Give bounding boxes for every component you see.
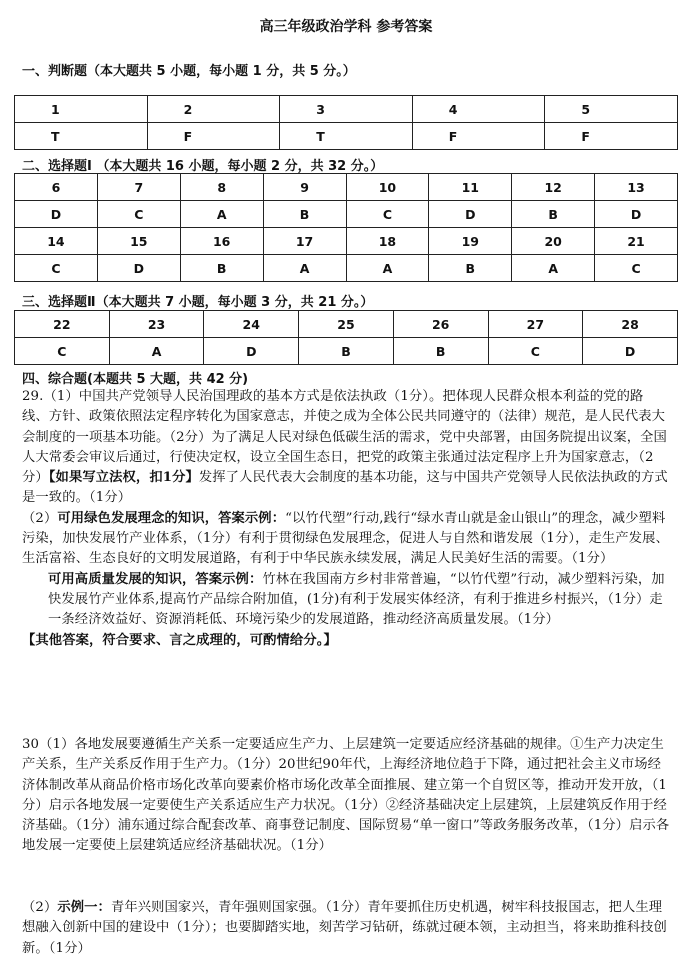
q30-part2-bold: 示例一：: [57, 900, 111, 915]
q29-part3-bold: 可用高质量发展的知识，答案示例：: [48, 571, 263, 587]
answer-cell: D: [595, 201, 678, 228]
answer-cell: F: [412, 123, 545, 150]
q30-part2-lead: （2）: [22, 900, 58, 915]
question-number: 11: [429, 174, 512, 201]
question-number: 28: [583, 311, 678, 338]
table-row: [15, 174, 678, 201]
answer-cell: C: [346, 201, 429, 228]
q29-part3-text: 竹林在我国南方乡村非常普遍，“以竹代塑”行动，减少塑料污染，加快发展竹产业体系,提高竹产品综合附加值，(1分)有利于发展实体经济，有利于推进乡村振兴，（1分）走一条经济效益好、资源消耗低、环境污染少的发展道路，推动经济高质量发展。（1分）: [48, 571, 665, 628]
q29-part2-text: “以竹代塑”行动,践行“绿水青山就是金山银山”的理念，减少塑料污染，加快发展竹产业体系，（1分）有利于贯彻绿色发展理念，促进人与自然和谐发展（1分），走生产发展、生活富裕、生态良好的文明发展道路，有利于中华民族永续发展，满足人民美好生活的需要。（1分）: [22, 510, 669, 567]
question-number: 23: [109, 311, 204, 338]
q29-part1-end: 发挥了人民代表大会制度的基本功能，这与中国共产党领导人民依法执政的方式是一致的。（1分）: [22, 470, 668, 506]
q29-answer-block: [22, 387, 670, 651]
answer-cell: C: [97, 201, 180, 228]
q29-part2-lead: （2）: [22, 510, 58, 526]
q29-part1-text: 29.（1）中国共产党领导人民治国理政的基本方式是依法执政（1分）。把体现人民群众根本利益的党的路线、方针、政策依照法定程序转化为国家意志，并使之成为全体公民共同遵守的（法律）规范，是人民代表大会制度的一项基本功能。（2分）为了满足人民对绿色低碳生活的需求，党中央部署，由国务院提出议案，全国人大常委会审议后通过，行使决定权，设立全国生态日，把党的政策主张通过法定程序上升为国家意志，（2分）: [22, 389, 667, 486]
section2-heading: 二、选择题Ⅰ （本大题共 16 小题，每小题 2 分，共 32 分。）: [22, 159, 384, 174]
question-number: 26: [393, 311, 488, 338]
table-row: [15, 311, 678, 338]
answer-cell: T: [280, 123, 413, 150]
table-row: [15, 96, 678, 123]
section3-heading: 三、选择题Ⅱ（本大题共 7 小题，每小题 3 分，共 21 分。）: [22, 295, 374, 310]
answer-cell: B: [429, 255, 512, 282]
answer-cell: B: [180, 255, 263, 282]
question-number: 3: [280, 96, 413, 123]
page-title: 高三年级政治学科 参考答案: [259, 19, 433, 35]
q29-part2: [22, 509, 670, 570]
answer-cell: C: [488, 338, 583, 365]
q29-part1: [22, 387, 670, 509]
q30-part1: 30（1）各地发展要遵循生产关系一定要适应生产力、上层建筑一定要适应经济基础的规律。①生产力决定生产关系，生产关系反作用于生产力。（1分）20世纪90年代，上海经济地位趋于下降，通过把社会主义市场经济体制改革从商品价格市场化改革向要素价格市场化改革全面推展、建立第一个自贸区等，推动开发开放，（1分）启示各地发展一定要使生产关系适应生产力状况。（1分）②经济基础决定上层建筑，上层建筑反作用于经济基础。（1分）浦东通过综合配套改革、商事登记制度、国际贸易“单一窗口”等政务服务改革，（1分）启示各地发展一定要使上层建筑适应经济基础状况。（1分）: [22, 737, 670, 854]
answer-cell: C: [15, 338, 110, 365]
question-number: 15: [97, 228, 180, 255]
question-number: 25: [299, 311, 394, 338]
q29-part1-note: 【如果写立法权，扣1分】: [48, 470, 199, 486]
answer-cell: D: [429, 201, 512, 228]
question-number: 2: [147, 96, 280, 123]
answer-cell: A: [263, 255, 346, 282]
question-number: 13: [595, 174, 678, 201]
table-row: [15, 338, 678, 365]
answer-cell: F: [545, 123, 678, 150]
section1-heading: 一、判断题（本大题共 5 小题，每小题 1 分，共 5 分。）: [22, 64, 356, 79]
answer-cell: A: [180, 201, 263, 228]
q30-part2: [22, 898, 670, 959]
section1-answer-table: [14, 95, 678, 150]
question-number: 27: [488, 311, 583, 338]
answer-cell: A: [109, 338, 204, 365]
question-number: 20: [512, 228, 595, 255]
answer-cell: A: [512, 255, 595, 282]
answer-cell: B: [263, 201, 346, 228]
table-row: [15, 123, 678, 150]
q30-answer-block: [22, 735, 670, 857]
answer-cell: B: [512, 201, 595, 228]
answer-cell: A: [346, 255, 429, 282]
question-number: 16: [180, 228, 263, 255]
question-number: 8: [180, 174, 263, 201]
answer-cell: D: [15, 201, 98, 228]
question-number: 19: [429, 228, 512, 255]
section2-answer-table: [14, 173, 678, 282]
question-number: 18: [346, 228, 429, 255]
answer-cell: B: [299, 338, 394, 365]
q29-part3: [22, 570, 670, 631]
question-number: 4: [412, 96, 545, 123]
answer-cell: C: [15, 255, 98, 282]
answer-cell: T: [15, 123, 148, 150]
question-number: 10: [346, 174, 429, 201]
question-number: 17: [263, 228, 346, 255]
question-number: 21: [595, 228, 678, 255]
answer-cell: D: [204, 338, 299, 365]
question-number: 5: [545, 96, 678, 123]
answer-cell: F: [147, 123, 280, 150]
section3-answer-table: [14, 310, 678, 365]
question-number: 22: [15, 311, 110, 338]
section4-heading: 四、综合题(本题共 5 大题，共 42 分): [22, 372, 249, 387]
answer-cell: C: [595, 255, 678, 282]
q29-other-note: 【其他答案，符合要求、言之成理的，可酌情给分。】: [22, 632, 337, 648]
answer-cell: D: [583, 338, 678, 365]
table-row: [15, 201, 678, 228]
answer-cell: B: [393, 338, 488, 365]
q30-part2-text: 青年兴则国家兴，青年强则国家强。（1分）青年要抓住历史机遇，树牢科技报国志，把人生理想融入创新中国的建设中（1分）；也要脚踏实地，刻苦学习钻研，练就过硬本领，主动担当，将来助推科技创新。（1分）: [22, 900, 667, 956]
question-number: 14: [15, 228, 98, 255]
question-number: 9: [263, 174, 346, 201]
question-number: 1: [15, 96, 148, 123]
question-number: 12: [512, 174, 595, 201]
table-row: [15, 228, 678, 255]
question-number: 7: [97, 174, 180, 201]
q30-part2-block: [22, 898, 670, 959]
question-number: 6: [15, 174, 98, 201]
answer-cell: D: [97, 255, 180, 282]
table-row: [15, 255, 678, 282]
q29-part2-bold: 可用绿色发展理念的知识，答案示例：: [57, 510, 286, 526]
question-number: 24: [204, 311, 299, 338]
